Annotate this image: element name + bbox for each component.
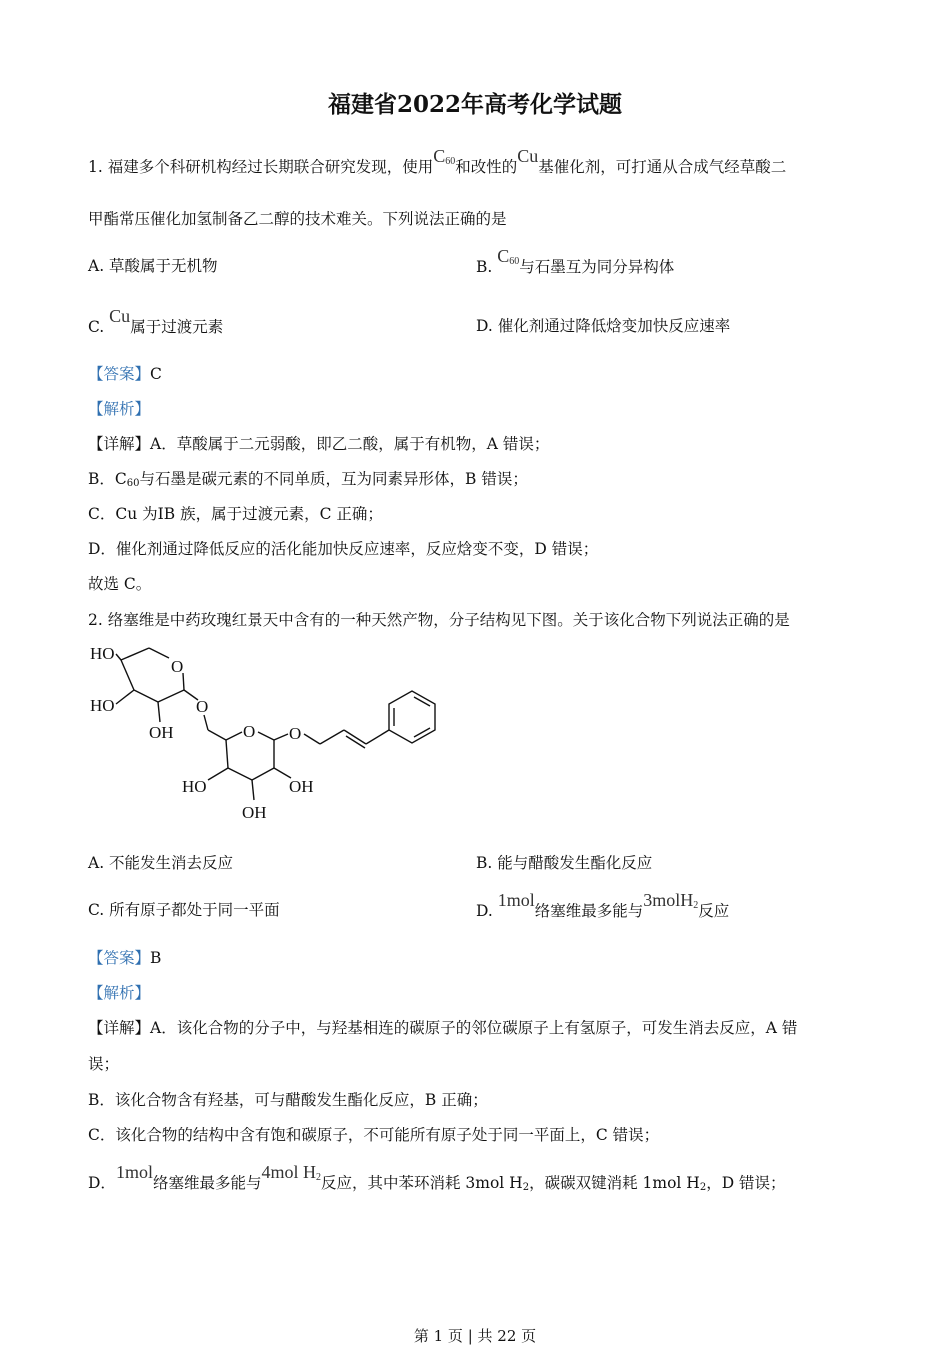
q1-detail-3: C．Cu 为ⅠB 族，属于过渡元素，C 正确；	[88, 505, 383, 523]
answer-tag-2: 【答案】	[88, 949, 151, 967]
q1-option-c: C. Cu属于过渡元素	[88, 306, 224, 336]
q2-option-c: C. 所有原子都处于同一平面	[88, 901, 280, 919]
q2-detail-2: B．该化合物含有羟基，可与醋酸发生酯化反应，B 正确；	[88, 1091, 488, 1109]
q1-detail-4: D．催化剂通过降低反应的活化能加快反应速率，反应焓变不变，D 错误；	[88, 540, 599, 558]
q2-d4-mol: 1mol	[115, 1162, 153, 1182]
struct-oh-3: OH	[242, 803, 267, 822]
q2-option-a: A. 不能发生消去反应	[88, 854, 234, 872]
rosavin-structure-diagram	[86, 640, 456, 830]
struct-ho-2: HO	[90, 696, 115, 715]
page-footer: 第 1 页 | 共 22 页	[413, 1327, 537, 1345]
struct-ho-1: HO	[90, 644, 115, 663]
q2-option-b: B. 能与醋酸发生酯化反应	[476, 854, 653, 872]
page-title: 福建省2022年高考化学试题	[327, 91, 622, 118]
struct-o-link-2: O	[289, 724, 302, 743]
struct-o-ring-2: O	[243, 722, 256, 741]
struct-o-link-1: O	[196, 697, 209, 716]
struct-o-ring-1: O	[171, 657, 184, 676]
q1-detail-2: B．$C_{60}$与石墨是碳元素的不同单质，互为同素异形体，B 错误；	[88, 470, 528, 489]
q1-option-a: A. 草酸属于无机物	[88, 257, 218, 275]
q2-detail-4: D．1mol络塞维最多能与4mol $H_2$反应，其中苯环消耗 3mol $H_2$，碳碳双键消耗 1mol $H_2$，D 错误；	[88, 1162, 786, 1193]
q2-detail-1b: 误；	[88, 1055, 120, 1073]
q2-answer: 【答案】B	[88, 949, 162, 967]
q2-detail-1a: 【详解】A．该化合物的分子中，与羟基相连的碳原子的邻位碳原子上有氢原子，可发生消去反应，A 错	[88, 1019, 798, 1037]
q1-answer: 【答案】C	[88, 365, 162, 383]
q1-stem-text-b: 和改性的	[455, 158, 518, 176]
struct-ho-3: HO	[182, 777, 207, 796]
answer-tag: 【答案】	[88, 365, 151, 383]
q1-stem-text-c: 基催化剂，可打通从合成气经草酸二	[538, 158, 787, 176]
struct-oh-2: OH	[289, 777, 314, 796]
q1-analysis-tag: 【解析】	[88, 400, 151, 418]
c60-formula-b: $C_{60}$	[497, 246, 520, 267]
c60-formula: $C_{60}$	[433, 146, 456, 167]
cu-formula-c: Cu	[109, 306, 131, 326]
q2-optd-h2: 3molH$_2$	[643, 890, 699, 911]
q2-optd-mol: 1mol	[497, 890, 535, 910]
q2-analysis-tag: 【解析】	[88, 984, 151, 1002]
q1-option-d: D. 催化剂通过降低焓变加快反应速率	[476, 317, 731, 335]
q2-stem: 2. 络塞维是中药玫瑰红景天中含有的一种天然产物，分子结构见下图。关于该化合物下列说法正确的是	[88, 611, 790, 629]
q1-stem-text-a: 1. 福建多个科研机构经过长期联合研究发现，使用	[88, 158, 434, 176]
q2-d4-h2: 4mol $H_2$	[261, 1162, 321, 1183]
q1-stem-line1	[88, 146, 787, 182]
q1-stem-line2: 甲酯常压催化加氢制备乙二醇的技术难关。下列说法正确的是	[88, 210, 507, 228]
q2-option-d: D. 1mol络塞维最多能与3molH$_2$反应	[476, 890, 730, 920]
q1-detail-1: 【详解】A．草酸属于二元弱酸，即乙二酸，属于有机物，A 错误；	[88, 435, 550, 453]
q1-option-b: B. $C_{60}$与石墨互为同分异构体	[476, 246, 675, 276]
struct-oh-1: OH	[149, 723, 174, 742]
q2-detail-3: C．该化合物的结构中含有饱和碳原子，不可能所有原子处于同一平面上，C 错误；	[88, 1126, 660, 1144]
q1-detail-5: 故选 C。	[88, 575, 152, 593]
cu-formula: Cu	[517, 146, 539, 166]
